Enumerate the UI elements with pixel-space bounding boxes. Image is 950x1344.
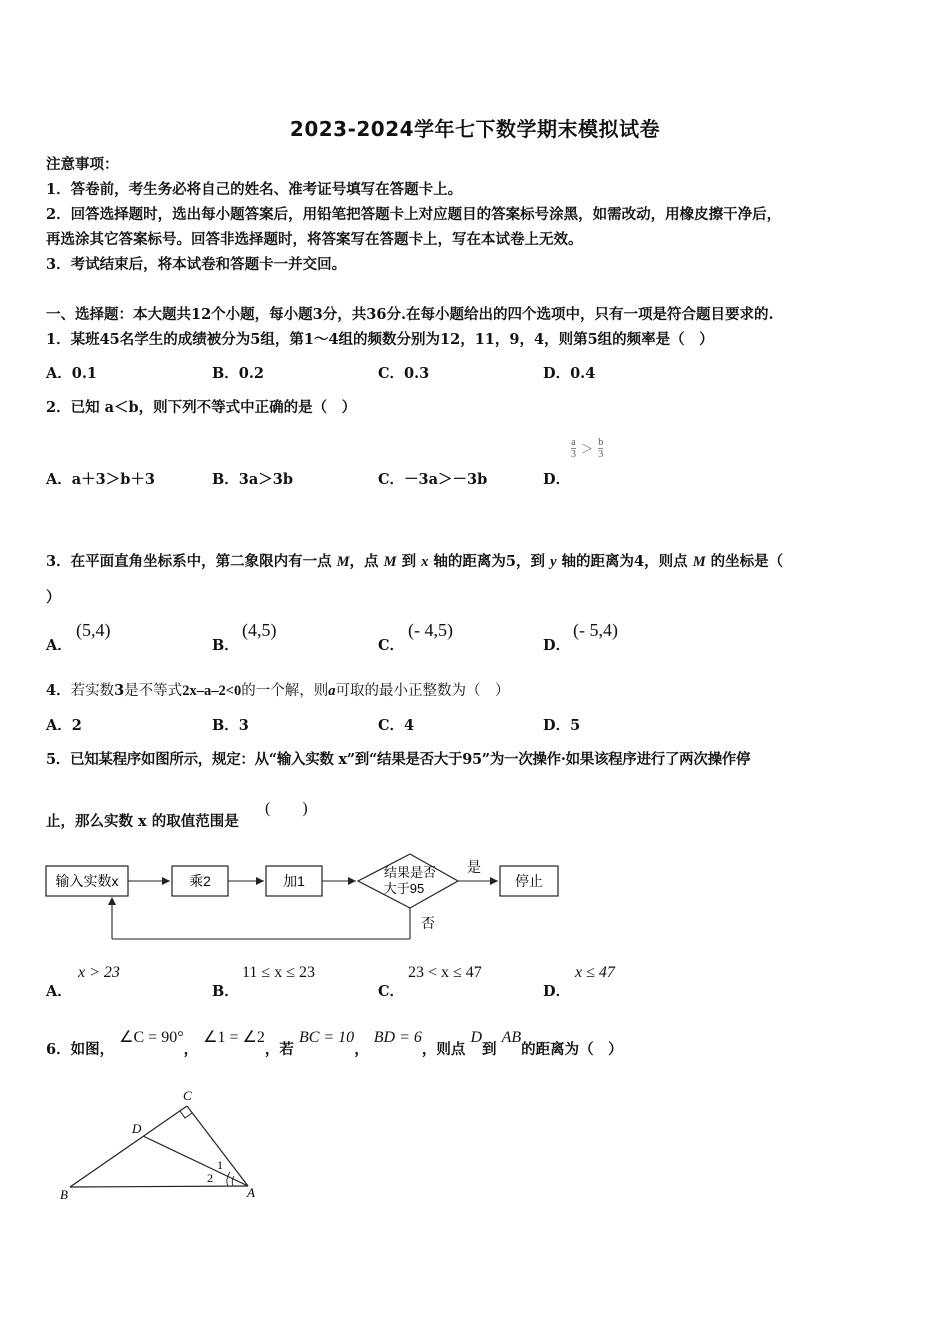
q4-stem: 4．若实数3是不等式2x–a–2<0的一个解，则a可取的最小正整数为（ ） bbox=[46, 682, 510, 699]
q5-option-b-label[interactable]: B． bbox=[212, 983, 239, 1000]
q6-stem: 6．如图， ∠C = 90°， ∠1 = ∠2，若 BC = 10， BD = 6，则点 D到 AB的距离为（ ） bbox=[46, 1029, 623, 1058]
section-heading: 一、选择题：本大题共12个小题，每小题3分，共36分.在每小题给出的四个选项中，只有一项是符合题目要求的. bbox=[46, 306, 774, 323]
q2-option-c[interactable]: C．－3a＞－3b bbox=[378, 471, 488, 488]
q3-option-a-label[interactable]: A． bbox=[46, 637, 72, 654]
q5-flowchart bbox=[40, 850, 570, 945]
q2-frac2-num: b bbox=[598, 437, 604, 448]
q1-option-d[interactable]: D．0.4 bbox=[543, 365, 596, 382]
flow-arrowhead-yes bbox=[490, 877, 498, 885]
notice-item-3: 3．考试结束后，将本试卷和答题卡一并交回。 bbox=[46, 256, 347, 273]
q2-stem: 2．已知 a＜b，则下列不等式中正确的是（ ） bbox=[46, 399, 357, 416]
flow-decision-line2: 大于95 bbox=[383, 881, 425, 896]
q1-option-b[interactable]: B．0.2 bbox=[212, 365, 264, 382]
flow-stop-text: 停止 bbox=[515, 873, 543, 889]
flow-loop-arrowhead bbox=[108, 897, 116, 905]
fig-label-angle1: 1 bbox=[217, 1158, 223, 1172]
notice-heading: 注意事项： bbox=[46, 156, 119, 173]
flow-multiply-text: 乘2 bbox=[189, 873, 211, 889]
q2-frac2-den: 3 bbox=[598, 449, 604, 460]
q3-option-d-value[interactable]: (- 5,4) bbox=[573, 620, 618, 640]
flow-add-text: 加1 bbox=[283, 873, 305, 889]
q5-stem-line1: 5．已知某程序如图所示，规定：从“输入实数 x”到“结果是否大于95”为一次操作·如果该程序进行了两次操作停 bbox=[46, 751, 751, 768]
q2-frac1-den: 3 bbox=[571, 449, 576, 460]
q4-option-a[interactable]: A．2 bbox=[46, 717, 82, 734]
fig-segment-ba bbox=[70, 1186, 248, 1187]
q1-option-c[interactable]: C．0.3 bbox=[378, 365, 430, 382]
fig-segment-bc bbox=[70, 1106, 187, 1187]
notice-item-2a: 2．回答选择题时，选出每小题答案后，用铅笔把答题卡上对应题目的答案标号涂黑，如需改动，用橡皮擦干净后， bbox=[46, 206, 782, 223]
q2-option-a[interactable]: A．a＋3＞b＋3 bbox=[46, 471, 155, 488]
q3-option-c-value[interactable]: (- 4,5) bbox=[408, 620, 453, 640]
q6-triangle-figure bbox=[55, 1085, 275, 1210]
q4-option-c[interactable]: C．4 bbox=[378, 717, 415, 734]
q5-stem-line2: 止，那么实数 x 的取值范围是 bbox=[46, 813, 239, 830]
q2-frac1-num: a bbox=[571, 437, 576, 448]
q4-option-b[interactable]: B．3 bbox=[212, 717, 249, 734]
flow-arrowhead-3 bbox=[348, 877, 356, 885]
fig-segment-da bbox=[143, 1136, 248, 1186]
q1-stem: 1．某班45名学生的成绩被分为5组，第1～4组的频数分别为12，11，9，4，则第5组的频率是（ ） bbox=[46, 331, 714, 348]
q5-paren: ( ) bbox=[265, 800, 308, 817]
q2-option-d[interactable]: D． bbox=[543, 471, 571, 488]
q3-option-a-value[interactable]: (5,4) bbox=[76, 620, 111, 640]
q1-option-a[interactable]: A．0.1 bbox=[46, 365, 97, 382]
q3-stem: 3．在平面直角坐标系中，第二象限内有一点 M，点 M 到 x 轴的距离为5，到 y 轴的距离为4，则点 M 的坐标是（ bbox=[46, 553, 784, 570]
fig-label-angle2: 2 bbox=[207, 1171, 213, 1185]
flow-input-text: 输入实数x bbox=[55, 873, 119, 889]
page-title: 2023-2024学年七下数学期末模拟试卷 bbox=[289, 117, 661, 141]
q3-option-b-value[interactable]: (4,5) bbox=[242, 620, 277, 640]
q3-option-c-label[interactable]: C． bbox=[378, 637, 405, 654]
fig-right-angle-mark bbox=[180, 1111, 192, 1118]
q5-option-a-value[interactable]: x > 23 bbox=[78, 964, 120, 981]
q5-option-c-label[interactable]: C． bbox=[378, 983, 405, 1000]
q2-option-b[interactable]: B．3a＞3b bbox=[212, 471, 293, 488]
q5-option-d-label[interactable]: D． bbox=[543, 983, 571, 1000]
flow-yes-label: 是 bbox=[467, 859, 481, 875]
q2-option-d-expression bbox=[571, 437, 603, 460]
notice-item-1: 1．答卷前，考生务必将自己的姓名、准考证号填写在答题卡上。 bbox=[46, 181, 463, 198]
fig-segment-ca bbox=[187, 1106, 248, 1186]
q3-option-d-label[interactable]: D． bbox=[543, 637, 571, 654]
flow-decision-line1: 结果是否 bbox=[383, 865, 437, 880]
fig-label-c: C bbox=[183, 1088, 192, 1103]
flow-no-label: 否 bbox=[421, 915, 435, 931]
q4-option-d[interactable]: D．5 bbox=[543, 717, 581, 734]
fig-angle-arc-outer bbox=[227, 1172, 230, 1186]
q5-option-b-value[interactable]: 11 ≤ x ≤ 23 bbox=[242, 964, 315, 981]
fig-label-a: A bbox=[247, 1185, 255, 1200]
fig-label-d: D bbox=[132, 1121, 142, 1136]
q6-cond-bc: BC = 10 bbox=[298, 1029, 355, 1046]
q5-option-c-value[interactable]: 23 < x ≤ 47 bbox=[408, 964, 482, 981]
flow-arrowhead-2 bbox=[256, 877, 264, 885]
notice-item-2b: 再选涂其它答案标号。回答非选择题时，将答案写在答题卡上，写在本试卷上无效。 bbox=[46, 231, 583, 248]
fig-angle-arc-inner bbox=[232, 1176, 234, 1186]
q6-line-ab: AB bbox=[501, 1029, 522, 1046]
fig-label-b: B bbox=[60, 1187, 68, 1202]
flow-arrowhead-1 bbox=[162, 877, 170, 885]
q6-cond-angle-c: ∠C = 90° bbox=[119, 1029, 184, 1046]
q3-stem-line2: ） bbox=[46, 589, 61, 606]
q2-gt-sign: ＞ bbox=[581, 442, 594, 456]
q5-option-a-label[interactable]: A． bbox=[46, 983, 72, 1000]
q6-point-d: D bbox=[470, 1029, 482, 1046]
q6-cond-bd: BD = 6 bbox=[373, 1029, 422, 1046]
q6-cond-angles: ∠1 = ∠2 bbox=[203, 1029, 265, 1046]
q5-option-d-value[interactable]: x ≤ 47 bbox=[575, 964, 615, 981]
q3-option-b-label[interactable]: B． bbox=[212, 637, 239, 654]
